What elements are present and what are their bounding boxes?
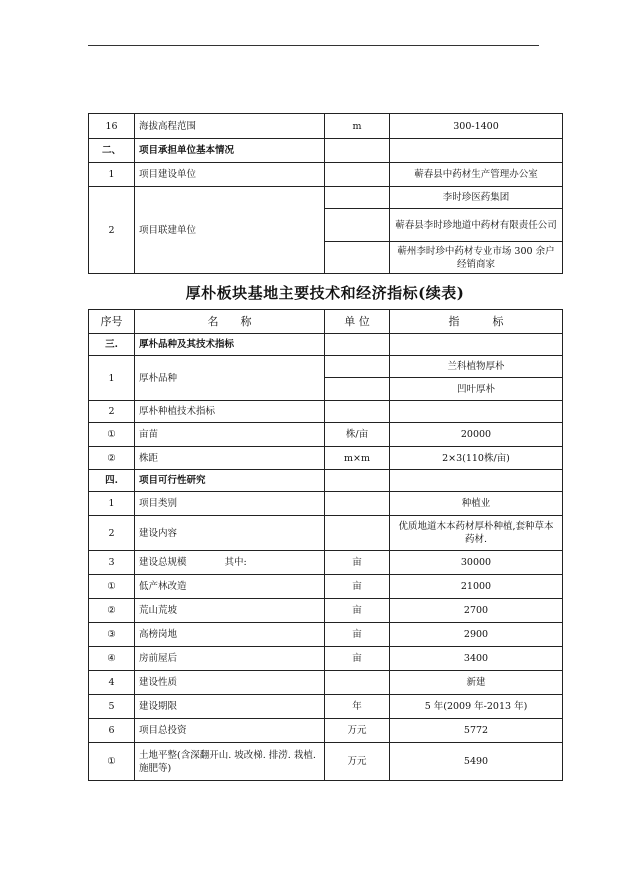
- row-value: 2700: [390, 599, 563, 623]
- table-row: [89, 599, 563, 623]
- section-number: 二、: [89, 139, 135, 163]
- row-name: 海拔高程范围: [135, 114, 325, 139]
- row-number: 5: [89, 695, 135, 719]
- table-row: [89, 356, 563, 378]
- row-number: 1: [89, 356, 135, 401]
- row-unit: 年: [325, 695, 390, 719]
- header-number: 序号: [89, 310, 135, 334]
- row-value: 凹叶厚朴: [390, 378, 563, 401]
- table-row: [89, 423, 563, 447]
- section-title: 厚朴品种及其技术指标: [135, 334, 325, 356]
- section-number: 三.: [89, 334, 135, 356]
- row-value: 新建: [390, 671, 563, 695]
- header-value: 指 标: [390, 310, 563, 334]
- row-value: 优质地道木本药材厚朴种植,套种草本药材.: [390, 516, 563, 551]
- row-value: 蕲州李时珍中药材专业市场 300 余户经销商家: [390, 242, 563, 274]
- row-name: 建设期限: [135, 695, 325, 719]
- table-row: [89, 551, 563, 575]
- section-row: [89, 139, 563, 163]
- row-number: 1: [89, 163, 135, 187]
- row-name: 房前屋后: [135, 647, 325, 671]
- row-name: 亩苗: [135, 423, 325, 447]
- row-value: 5772: [390, 719, 563, 743]
- row-name: 项目总投资: [135, 719, 325, 743]
- table-row: [89, 647, 563, 671]
- header-rule: [88, 45, 539, 46]
- section-number: 四.: [89, 470, 135, 492]
- section-title: 项目可行性研究: [135, 470, 325, 492]
- table-row: [89, 401, 563, 423]
- header-unit: 单 位: [325, 310, 390, 334]
- row-unit: 亩: [325, 551, 390, 575]
- row-unit: 亩: [325, 575, 390, 599]
- row-unit: 株/亩: [325, 423, 390, 447]
- row-name: 建设内容: [135, 516, 325, 551]
- row-name: 厚朴品种: [135, 356, 325, 401]
- indicator-table-part2: [88, 309, 563, 781]
- section-row: [89, 470, 563, 492]
- row-value: 种植业: [390, 492, 563, 516]
- row-number: ④: [89, 647, 135, 671]
- row-unit: 万元: [325, 743, 390, 781]
- row-number: 3: [89, 551, 135, 575]
- table-row: [89, 695, 563, 719]
- row-number: 2: [89, 516, 135, 551]
- table-row: [89, 719, 563, 743]
- section-title: 项目承担单位基本情况: [135, 139, 325, 163]
- table-row: [89, 671, 563, 695]
- row-value: 李时珍医药集团: [390, 187, 563, 209]
- row-unit: 亩: [325, 623, 390, 647]
- row-name: 项目类别: [135, 492, 325, 516]
- row-number: 4: [89, 671, 135, 695]
- row-name: 建设性质: [135, 671, 325, 695]
- row-unit: 万元: [325, 719, 390, 743]
- row-name: 低产林改造: [135, 575, 325, 599]
- table-row: [89, 492, 563, 516]
- row-number: 16: [89, 114, 135, 139]
- row-value: 2×3(110株/亩): [390, 447, 563, 470]
- table-row: [89, 163, 563, 187]
- row-note: 其中:: [224, 557, 247, 568]
- header-name: 名 称: [135, 310, 325, 334]
- row-number: ①: [89, 743, 135, 781]
- row-number: 2: [89, 187, 135, 274]
- table-row: [89, 114, 563, 139]
- row-number: 6: [89, 719, 135, 743]
- table-row: [89, 575, 563, 599]
- row-value: 5 年(2009 年-2013 年): [390, 695, 563, 719]
- row-number: ③: [89, 623, 135, 647]
- row-name: 项目建设单位: [135, 163, 325, 187]
- page-title: 厚朴板块基地主要技术和经济指标(续表): [185, 284, 465, 302]
- section-row: [89, 334, 563, 356]
- row-name: 建设总规模: [139, 557, 187, 568]
- row-value: 20000: [390, 423, 563, 447]
- row-number: 1: [89, 492, 135, 516]
- row-unit: m: [325, 114, 390, 139]
- table-header-row: [89, 310, 563, 334]
- row-number: ②: [89, 599, 135, 623]
- table-row: [89, 447, 563, 470]
- table-row: [89, 187, 563, 209]
- row-value: 21000: [390, 575, 563, 599]
- row-number: 2: [89, 401, 135, 423]
- row-number: ②: [89, 447, 135, 470]
- row-name: 株距: [135, 447, 325, 470]
- row-number: ①: [89, 423, 135, 447]
- row-value: 300-1400: [390, 114, 563, 139]
- row-value: 3400: [390, 647, 563, 671]
- row-name: 高榜岗地: [135, 623, 325, 647]
- row-name: 项目联建单位: [135, 187, 325, 274]
- row-name: 荒山荒坡: [135, 599, 325, 623]
- row-value: 蕲春县李时珍地道中药材有限责任公司: [390, 209, 563, 242]
- row-value: 2900: [390, 623, 563, 647]
- row-value: 30000: [390, 551, 563, 575]
- row-value: 蕲春县中药材生产管理办公室: [390, 163, 563, 187]
- row-value: 5490: [390, 743, 563, 781]
- row-name: 厚朴种植技术指标: [135, 401, 325, 423]
- table-row: [89, 623, 563, 647]
- row-unit: m×m: [325, 447, 390, 470]
- table-row: [89, 743, 563, 781]
- row-unit: 亩: [325, 599, 390, 623]
- table-row: [89, 516, 563, 551]
- row-unit: 亩: [325, 647, 390, 671]
- row-value: 兰科植物厚朴: [390, 356, 563, 378]
- row-name: 土地平整(含深翻开山. 坡改梯. 排涝. 栽植. 施肥等): [135, 743, 325, 781]
- row-number: ①: [89, 575, 135, 599]
- indicator-table-part1: [88, 113, 563, 274]
